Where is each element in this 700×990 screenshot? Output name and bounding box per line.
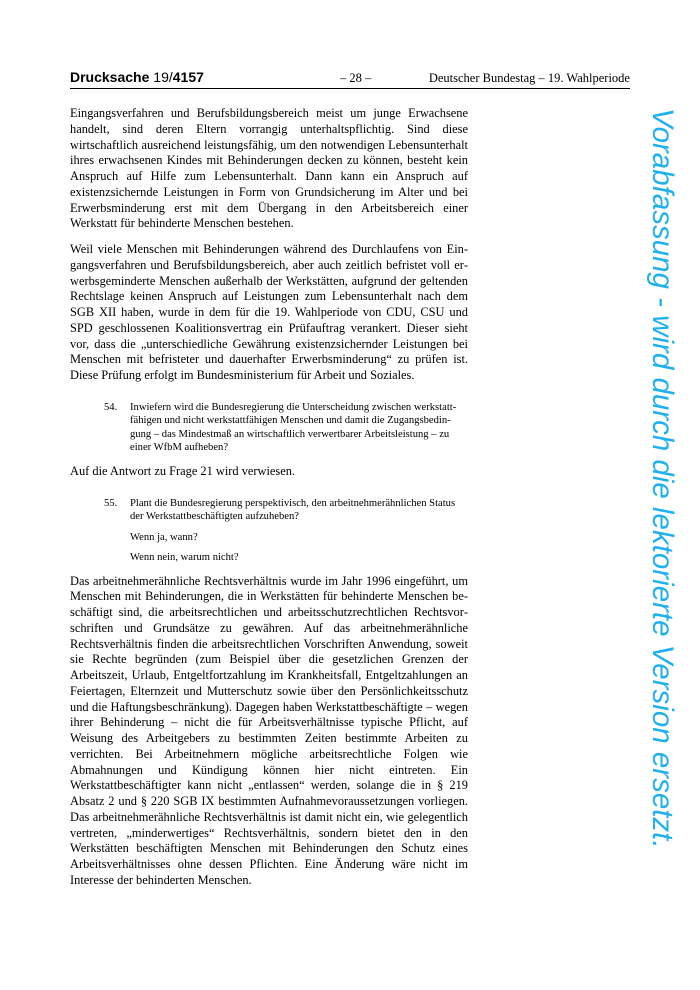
answer-54: Auf die Antwort zu Frage 21 wird verwiesen. — [70, 463, 296, 478]
doc-number: 4157 — [172, 69, 204, 85]
question-number: 55. — [104, 497, 118, 509]
answer-55: Das arbeitnehmerähnliche Rechtsverhältnis wurde im Jahr 1996 eingeführt, um Menschen mit Behinderungen, die in Werkstätten für behinderte Menschen beschäftigt sind, die arbeitsrechtlichen und arbeitsschutzrechtlichen Rechtsvorschriften und Grundsätze zu gewähren. Auf das arbeitnehmerähnliche Rechtsverhältnis finden die arbeitsrechtlichen Vorschriften Anwendung, soweit sie Rechte begründen (zum Beispiel über die gesetzlichen Grenzen der Arbeitszeit, Urlaub, Entgeltfortzahlung im Krankheitsfall, Entgeltzahlungen an Feiertagen, Elternzeit und Mutterschutz sowie über den Persönlichkeitsschutz und die Haftungsbeschränkung). Dagegen haben Werkstattbeschäftigte – wegen ihrer Behinderung – nicht die für Arbeitsverhältnisse typische Pflicht, auf Weisung des Arbeitgebers zu bestimmten Zeiten bestimmte Arbeiten zu verrichten. Bei Arbeitnehmern mögliche arbeitsrechtliche Folgen wie Abmahnungen und Kündigung können hier nicht eintreten. Ein Werkstattbeschäftigter kann nicht „entlassen“ werden, solange die in § 219 Absatz 2 und § 220 SGB IX bestimmten Aufnahmevoraussetzungen vorliegen. Das arbeitnehmerähnliche Rechtsverhältnis ist damit nicht ein, wie gelegentlich vertreten, „minderwertiges“ Rechtsverhältnis, sondern bietet den in den Werkstätten beschäftigten Menschen mit Behinderungen den Schutz eines Arbeitsverhältnisses ohne dessen Pflichten. Eine Änderung wäre nicht im Interesse der behinderten Menschen. — [70, 573, 468, 887]
question-sub-yes: Wenn ja, wann? — [130, 531, 198, 543]
question-54 — [70, 401, 468, 455]
paragraph-1: Eingangsverfahren und Berufsbildungsbereich meist um junge Erwachsene handelt, sind deren Eltern vorrangig unterhaltspflichtig. Sind diese wirtschaftlich ausreichend leistungsfähig, um den notwendigen Lebensunterhalt ihres erwachsenen Kindes mit Behinderungen decken zu können, besteht kein Anspruch auf Hilfe zum Lebensunterhalt. Dann kann ein Anspruch auf existenzsichernde Leistungen in Form von Grundsicherung im Alter und bei Erwerbsminderung erst mit dem Übergang in den Arbeitsbereich einer Werkstatt für behinderte Menschen bestehen. — [70, 106, 468, 231]
doc-label: Drucksache — [70, 69, 150, 85]
question-number: 54. — [104, 401, 118, 413]
paragraph-2: Weil viele Menschen mit Behinderungen während des Durchlaufens von Eingangsverfahren und Berufsbildungsbereich, aber auch zeitlich befristet voll erwerbsgeminderte Menschen außerhalb der Werkstätten, aufgrund der geltenden Rechtslage keinen Anspruch auf Leistungen zum Lebensunterhalt nach dem SGB XII haben, wurde in dem für die 19. Wahlperiode von CDU, CSU und SPD geschlossenen Koalitionsvertrag ein Prüfauftrag verankert. Dieser sieht vor, dass die „unterschiedliche Gewährung existenzsichernder Leistungen bei Menschen mit befristeter und dauerhafter Erwerbsminderung“ zu prüfen ist. Diese Prüfung erfolgt im Bundesministerium für Arbeit und Soziales. — [70, 242, 468, 382]
question-text: Inwiefern wird die Bundesregierung die Unterscheidung zwischen werkstattfähigen und nicht werkstattfähigen Menschen und damit die Zugangsbedingung – das Mindestmaß an wirtschaftlich verwertbarer Arbeitsleistung – zu einer WfbM aufheben? — [130, 401, 457, 454]
draft-watermark: Vorabfassung - wird durch die lektorierte Version ersetzt. — [646, 108, 679, 849]
question-55 — [70, 497, 468, 565]
page-number: – 28 – — [340, 71, 372, 85]
question-sub-no: Wenn nein, warum nicht? — [130, 552, 239, 563]
publisher: Deutscher Bundestag – 19. Wahlperiode — [428, 71, 630, 85]
doc-period: 19/ — [153, 69, 173, 85]
page-header — [70, 68, 630, 89]
question-text: Plant die Bundesregierung perspektivisch, den arbeitnehmerähnlichen Status der Werkstattbeschäftigten aufzuheben? — [130, 497, 456, 522]
document-number — [70, 69, 204, 85]
document-body — [70, 106, 468, 899]
